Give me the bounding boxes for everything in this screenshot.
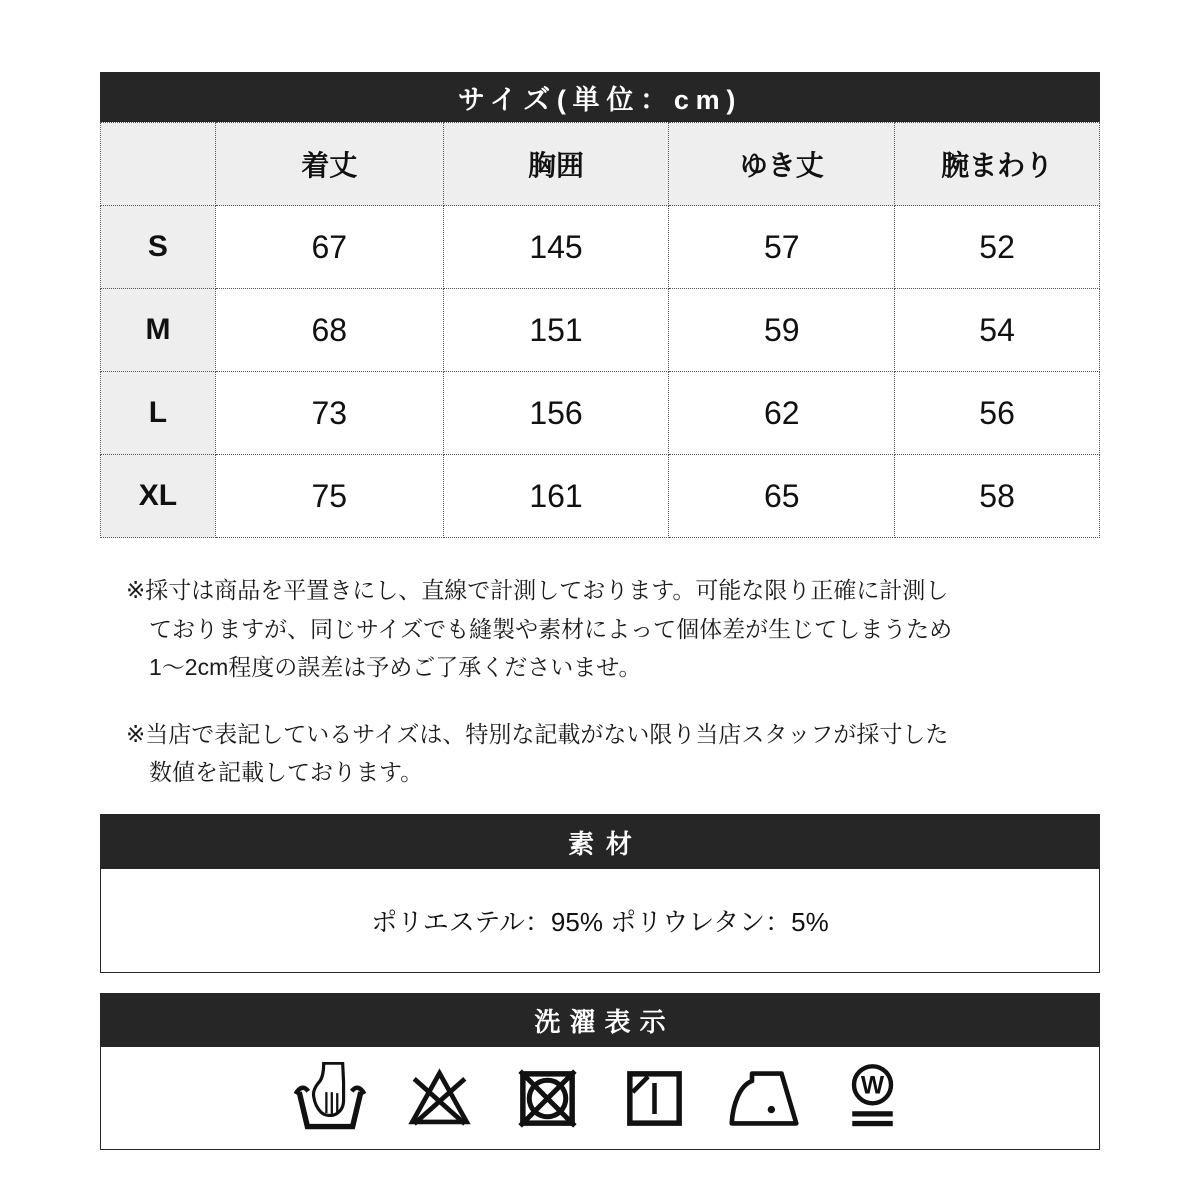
do-not-tumble-dry-icon <box>511 1062 584 1135</box>
size-label-xl: XL <box>101 455 216 538</box>
value-l-length: 73 <box>215 372 443 455</box>
size-table-title: サイズ(単位：cm) <box>457 84 743 115</box>
note-line: ※採寸は商品を平置きにし、直線で計測しております。可能な限り正確に計測し <box>126 577 949 603</box>
value-xl-chest: 161 <box>443 455 669 538</box>
size-label-m: M <box>101 289 216 372</box>
laundry-icons-row <box>101 1047 1099 1149</box>
laundry-title: 洗濯表示 <box>534 1007 675 1037</box>
size-label-s: S <box>101 206 216 289</box>
size-table-title-bar <box>100 72 1100 122</box>
note-line: 1〜2cm程度の誤差は予めご了承くださいませ。 <box>149 654 642 680</box>
material-content <box>101 869 1099 972</box>
note-measurement-method <box>126 571 1066 687</box>
material-title-bar <box>101 815 1099 869</box>
value-s-chest: 145 <box>443 206 669 289</box>
value-xl-arm: 58 <box>895 455 1100 538</box>
laundry-section <box>100 993 1100 1150</box>
value-m-arm: 54 <box>895 289 1100 372</box>
hand-wash-icon <box>292 1062 368 1135</box>
size-table-section <box>100 72 1100 538</box>
value-m-chest: 151 <box>443 289 669 372</box>
column-header-chest: 胸囲 <box>443 123 669 206</box>
value-l-chest: 156 <box>443 372 669 455</box>
material-title: 素材 <box>568 828 644 859</box>
column-header-arm: 腕まわり <box>895 123 1100 206</box>
table-row-m <box>101 289 1100 372</box>
note-line: ※当店で表記しているサイズは、特別な記載がない限り当店スタッフが採寸した <box>126 720 949 747</box>
material-composition: ポリエステル：95% ポリウレタン：5% <box>371 907 829 937</box>
value-s-length: 67 <box>215 206 443 289</box>
table-row-xl <box>101 455 1100 538</box>
column-header-sleeve: ゆき丈 <box>669 123 895 206</box>
professional-wet-cleaning-gentle-icon <box>837 1061 908 1135</box>
note-line: 数値を記載しております。 <box>149 759 424 785</box>
laundry-title-bar <box>101 994 1099 1047</box>
iron-low-heat-icon <box>725 1069 803 1128</box>
value-m-length: 68 <box>215 289 443 372</box>
column-header-empty <box>101 123 216 206</box>
column-header-length: 着丈 <box>215 123 443 206</box>
value-xl-length: 75 <box>215 455 443 538</box>
value-xl-sleeve: 65 <box>669 455 895 538</box>
size-table-header-row <box>101 123 1100 206</box>
value-l-sleeve: 62 <box>669 372 895 455</box>
note-staff-measured <box>126 715 1066 792</box>
value-s-sleeve: 57 <box>669 206 895 289</box>
size-table <box>100 122 1100 538</box>
size-label-l: L <box>101 372 216 455</box>
value-m-sleeve: 59 <box>669 289 895 372</box>
material-section <box>100 814 1100 973</box>
table-row-s <box>101 206 1100 289</box>
measurement-notes <box>126 571 1066 792</box>
value-l-arm: 56 <box>895 372 1100 455</box>
do-not-bleach-icon <box>402 1061 477 1136</box>
value-s-arm: 52 <box>895 206 1100 289</box>
note-line: ておりますが、同じサイズでも縫製や素材によって個体差が生じてしまうため <box>149 615 953 642</box>
svg-text:W: W <box>860 1072 885 1100</box>
table-row-l <box>101 372 1100 455</box>
line-dry-in-shade-icon <box>618 1062 691 1135</box>
